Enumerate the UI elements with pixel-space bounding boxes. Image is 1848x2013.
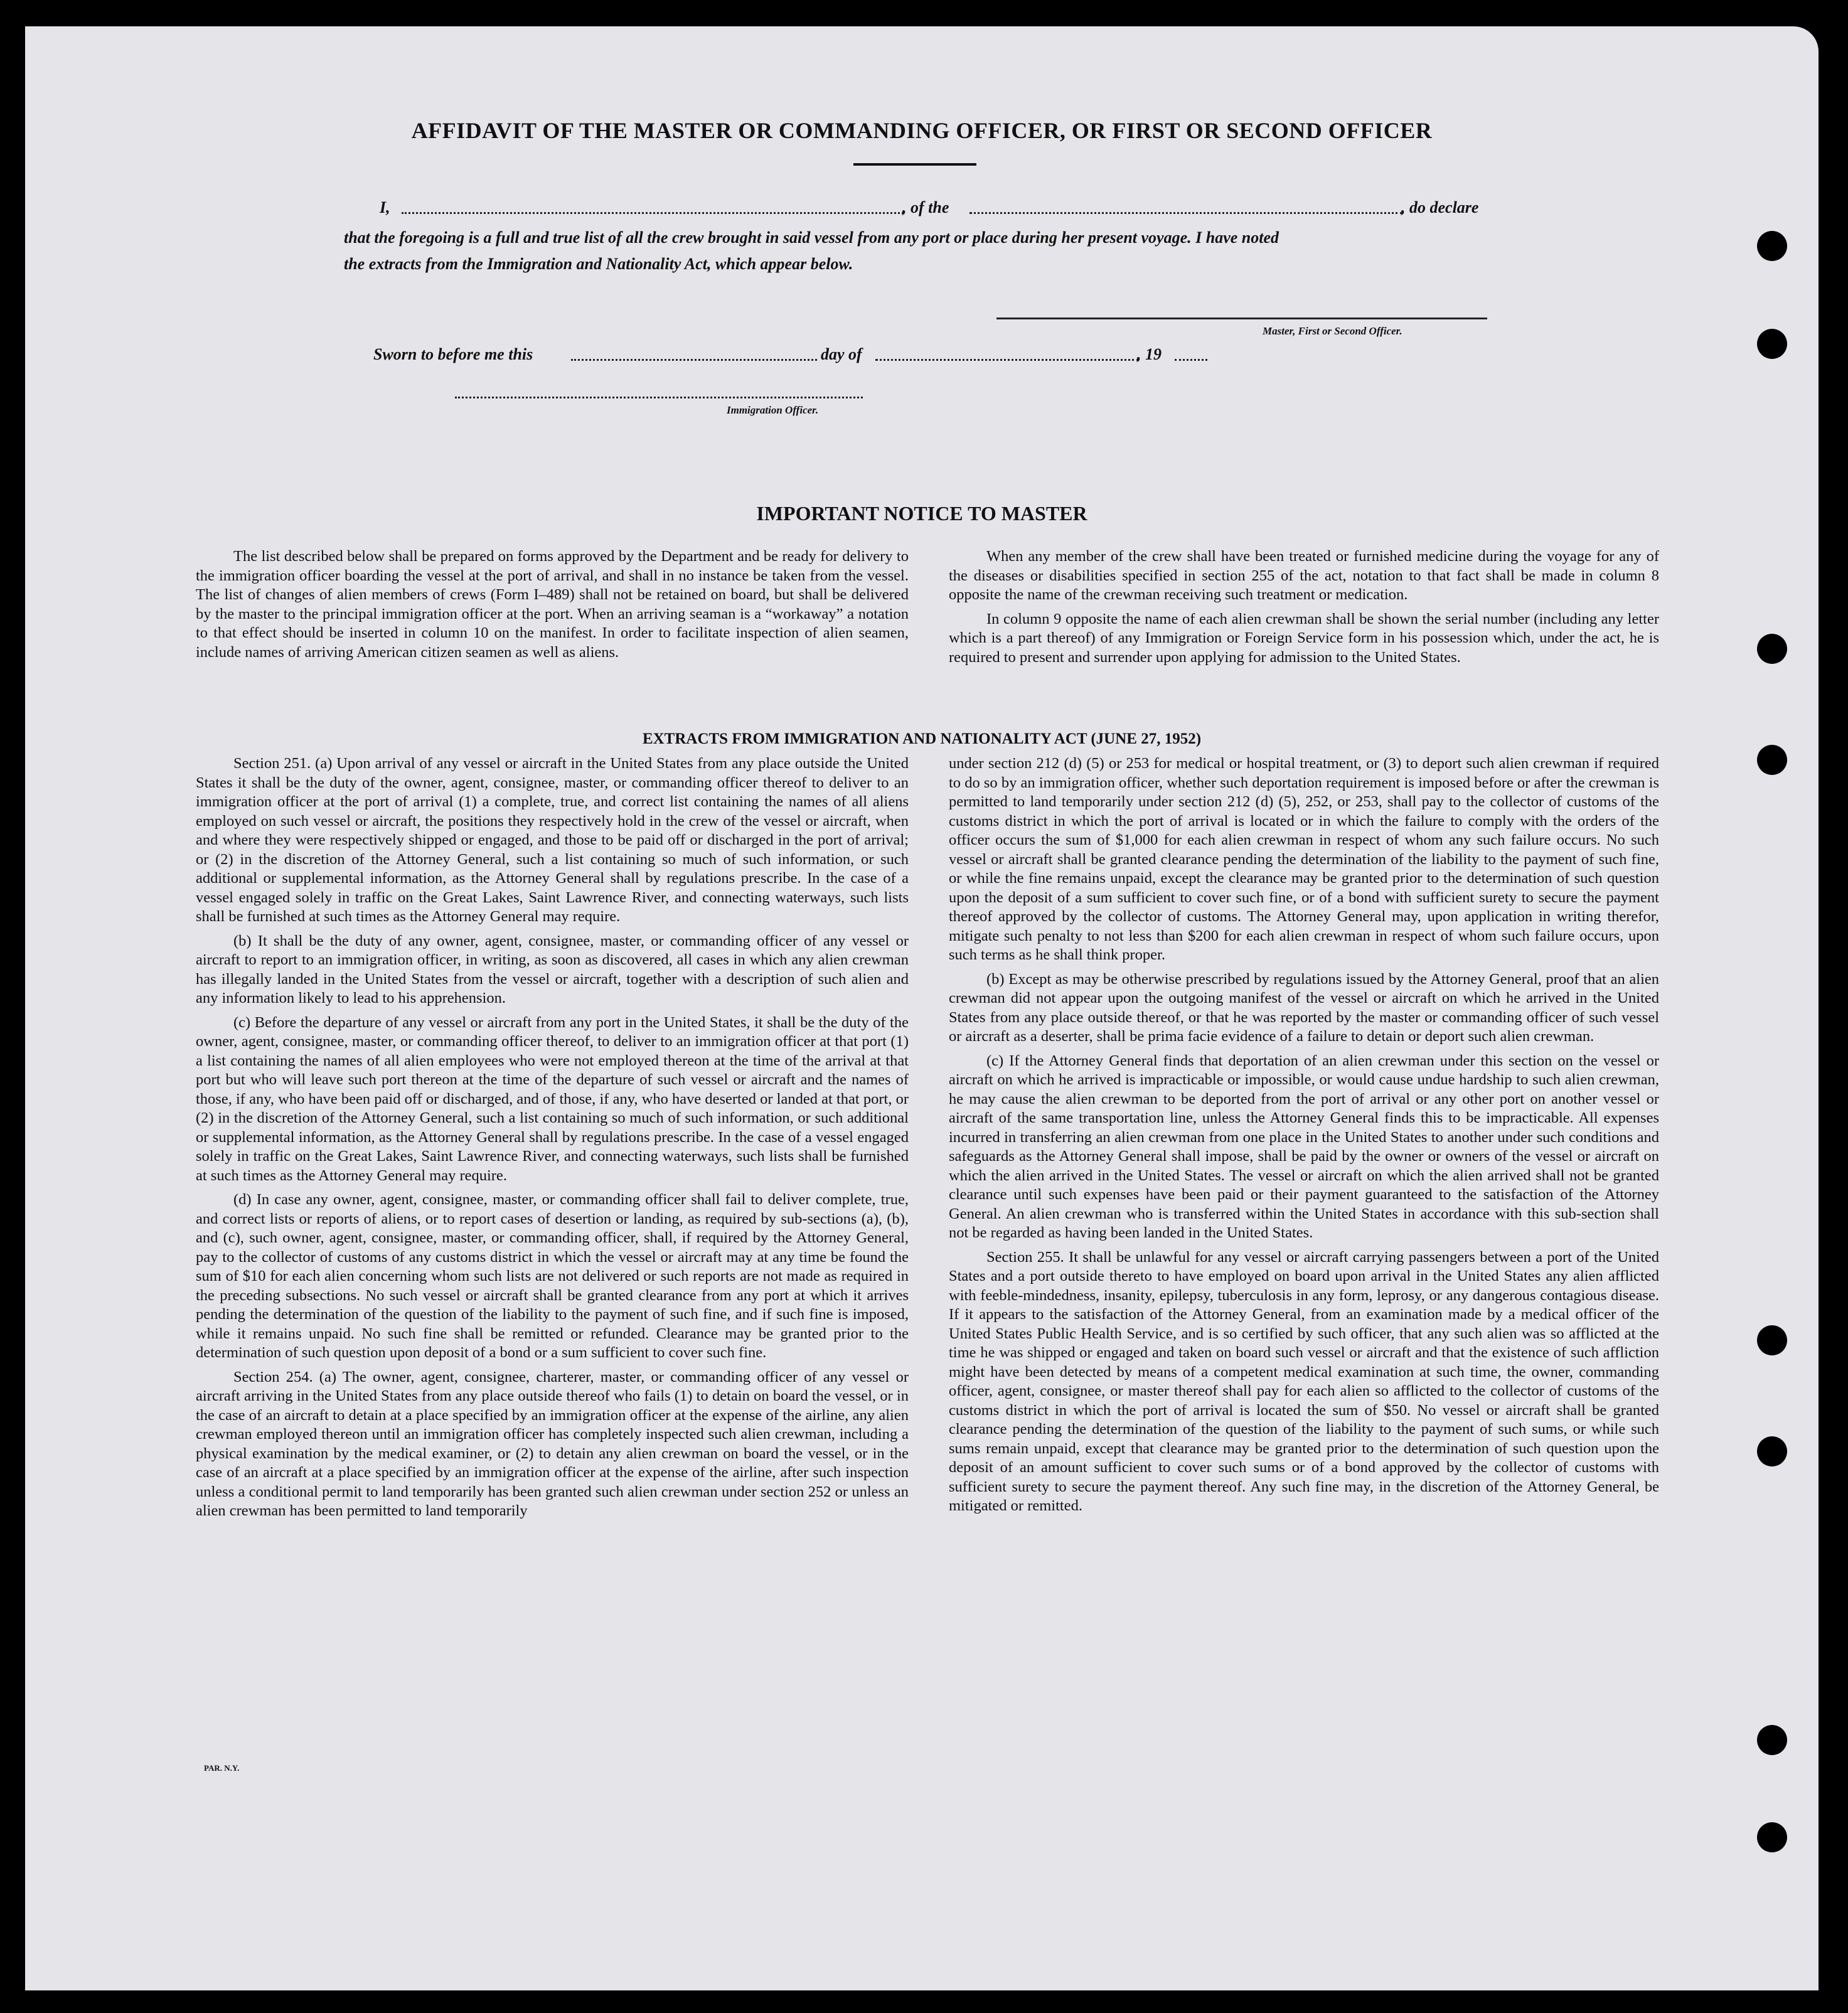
declaration-do-declare: , do declare bbox=[1401, 198, 1479, 216]
year-field[interactable] bbox=[1175, 359, 1207, 361]
name-field[interactable] bbox=[402, 212, 904, 214]
declaration-line-2: that the foregoing is a full and true list of all the crew brought in said vessel from any port or place during her present voyage. I have noted bbox=[344, 228, 1279, 247]
notice-left-column bbox=[196, 547, 909, 667]
section-251-a: Section 251. (a) Upon arrival of any vessel or aircraft in the United States from any place outside the United States it shall be the duty of the owner, agent, consignee, master, or commanding officer thereof to deliver to an immigration officer at the port of arrival (1) a complete, true, and correct list containing the names of all aliens employed on such vessel or aircraft, the positions they respectively hold in the crew of the vessel or aircraft, when and where they were respectively shipped or engaged, and those to be paid off or discharged in the port of arrival; or (2) in the discretion of the Attorney General, such a list containing so much of such information, or such additional or supplemental information, as the Attorney General shall by regulations prescribe. In the case of a vessel engaged solely in traffic on the Great Lakes, Saint Lawrence River, and connecting waterways, such lists shall be furnished at such times as the Attorney General may require. bbox=[196, 755, 909, 925]
day-of-label: day of bbox=[821, 345, 862, 363]
notice-left-paragraph: The list described below shall be prepared on forms approved by the Department and be ready for delivery to the immigration officer boarding the vessel at the port of arrival, and shall in no instance be taken from the vessel. The list of changes of alien members of crews (Form I–489) shall not be retained on board, but shall be delivered by the master to the principal immigration officer at the port. When an arriving seaman is a “workaway” a notation to that effect should be inserted in column 10 on the manifest. In order to facilitate inspection of alien seamen, include names of arriving American citizen seamen as well as aliens. bbox=[196, 548, 909, 661]
notice-heading: IMPORTANT NOTICE TO MASTER bbox=[756, 502, 1087, 525]
section-251-d: (d) In case any owner, agent, consignee, master, or commanding officer shall fail to deliver complete, true, and correct lists or reports of aliens, or to report cases of desertion or landing, as required by sub-sections (a), (b), and (c), such owner, agent, consignee, master, or commanding officer, shall, if required by the Attorney General, pay to the collector of customs of any customs district in which the vessel or aircraft may at any time be found the sum of $10 for each alien concerning whom such lists are not delivered or such reports are not made as required in the preceding subsections. No such vessel or aircraft shall be granted clearance from any port at which it arrives pending the determination of the question of the liability to the payment of such fine, and if such fine is imposed, while it remains unpaid. No such fine shall be remitted or refunded. Clearance may be granted prior to the determination of such question upon deposit of a bond or a sum sufficient to cover such fine. bbox=[196, 1191, 909, 1361]
sworn-label: Sworn to before me this bbox=[373, 345, 533, 363]
section-254-b: (b) Except as may be otherwise prescribed by regulations issued by the Attorney General, proof that an alien crewman did not appear upon the outgoing manifest of the vessel or aircraft on which he arrived in the United States from any place outside thereof, or that he was reported by the master or commanding officer of such vessel or aircraft as a deserter, shall be prima facie evidence of a failure to detain or deport such alien crewman. bbox=[949, 970, 1659, 1045]
master-signature-line[interactable] bbox=[996, 318, 1487, 319]
extracts-right-column bbox=[949, 754, 1659, 1521]
section-254-c: (c) If the Attorney General finds that deportation of an alien crewman under this section on the vessel or aircraft on which he arrived is impracticable or impossible, or would cause undue hardship to such alien crewman, he may cause the alien crewman to be deported from the port of arrival or any other port on another vessel or aircraft of the same transportation line, unless the Attorney General finds this to be impracticable. All expenses incurred in transferring an alien crewman from one place in the United States to another under such conditions and safeguards as the Attorney General shall impose, shall be paid by the owner or owners of the vessel or aircraft on which the alien arrived in the United States. The vessel or aircraft on which the alien arrived shall not be granted clearance until such expenses have been paid or their payment guaranteed to the satisfaction of the Attorney General. An alien crewman who is transferred within the United States in accordance with this sub-section shall not be regarded as having been landed in the United States. bbox=[949, 1052, 1659, 1241]
extracts-heading: EXTRACTS FROM IMMIGRATION AND NATIONALITY ACT (JUNE 27, 1952) bbox=[642, 730, 1202, 747]
master-caption: Master, First or Second Officer. bbox=[1263, 325, 1402, 337]
binder-hole bbox=[1757, 745, 1787, 775]
notice-right-column bbox=[949, 547, 1659, 672]
officer-caption: Immigration Officer. bbox=[727, 404, 819, 416]
binder-hole bbox=[1757, 1325, 1787, 1355]
section-255: Section 255. It shall be unlawful for any vessel or aircraft carrying passengers between a port of the United States and a port outside thereto to have employed on board upon arrival in the United States any alien afflicted with feeble-mindedness, insanity, epilepsy, tuberculosis in any form, leprosy, or any dangerous contagious disease. If it appears to the satisfaction of the Attorney General, from an examination made by a medical officer of the United States Public Health Service, and is so certified by such officer, that any such alien was so afflicted at the time he was shipped or engaged and taken on board such vessel or aircraft and that the existence of such affliction might have been detected by means of a competent medical examination at such time, the owner, commanding officer, agent, consignee, or master thereof shall pay for each alien so afflicted to the collector of customs of the customs district in which the port of arrival is located the sum of $50. No vessel or aircraft shall be granted clearance pending the determination of the question of the liability to the payment of such sums, or while such sums remain unpaid, except that clearance may be granted prior to the determination of such question upon the deposit of an amount sufficient to cover such sums or of a bond approved by the collector of customs with sufficient surety to secure the payment thereof. Any such fine may, in the discretion of the Attorney General, be mitigated or remitted. bbox=[949, 1248, 1659, 1514]
section-251-c: (c) Before the departure of any vessel or aircraft from any port in the United States, it shall be the duty of the owner, agent, consignee, master, or commanding officer thereof, to deliver to an immigration officer at that port (1) a list containing the names of all alien employees who were not employed thereon at the time of the arrival at that port but who will leave such port thereon at the time of the departure of such vessel or aircraft and the names of those, if any, who have been paid off or discharged, and of those, if any, who have deserted or landed at that port, or (2) in the discretion of the Attorney General, such a list containing so much of such information, or such additional or supplemental information, as the Attorney General shall by regulations prescribe. In the case of a vessel engaged solely in traffic on the Great Lakes, Saint Lawrence River, and connecting waterways, such lists shall be furnished at such times as the Attorney General may require. bbox=[196, 1013, 909, 1184]
form-page bbox=[25, 26, 1819, 1990]
vessel-field[interactable] bbox=[969, 212, 1402, 214]
binder-hole bbox=[1757, 1436, 1787, 1466]
section-251-b: (b) It shall be the duty of any owner, agent, consignee, master, or commanding officer of any vessel or aircraft to report to an immigration officer, in writing, as soon as discovered, all cases in which any alien crewman has illegally landed in the United States from the vessel or aircraft, together with a description of such alien and any information likely to lead to his apprehension. bbox=[196, 932, 909, 1006]
title-rule bbox=[853, 163, 976, 166]
section-254-a-cont: under section 212 (d) (5) or 253 for medical or hospital treatment, or (3) to deport such alien crewman if required to do so by an immigration officer, whether such deportation requirement is imposed before or after the crewman is permitted to land temporarily under section 212 (d) (5), 252, or 253, shall pay to the collector of customs of the customs district in which the port of arrival is located or in which the failure to comply with the orders of the officer occurs the sum of $1,000 for each alien crewman in respect of whom any such failure occurs. No such vessel or aircraft shall be granted clearance pending the determination of the liability to the payment of such fine, or while the fine remains unpaid, except the clearance may be granted prior to the determination of such question upon the deposit of a sum sufficient to cover such fine, or of a bond with sufficient surety to secure the payment thereof approved by the collector of customs. The Attorney General may, upon application in writing therefor, mitigate such penalty to not less than $200 for each alien crewman in respect of whom such failure occurs, upon such terms as he shall think proper. bbox=[949, 755, 1659, 963]
month-field[interactable] bbox=[875, 359, 1139, 361]
year-label: , 19 bbox=[1137, 345, 1162, 363]
binder-hole bbox=[1757, 1725, 1787, 1755]
print-mark: PAR. N.Y. bbox=[204, 1763, 240, 1773]
declaration-line-3: the extracts from the Immigration and Nationality Act, which appear below. bbox=[344, 255, 853, 273]
affidavit-title: AFFIDAVIT OF THE MASTER OR COMMANDING OFFICER, OR FIRST OR SECOND OFFICER bbox=[411, 118, 1433, 143]
binder-hole bbox=[1757, 634, 1787, 664]
section-254-a: Section 254. (a) The owner, agent, consignee, charterer, master, or commanding officer of any vessel or aircraft arriving in the United States from any place outside thereof who fails (1) to detain on board the vessel, or in the case of an aircraft to detain at a place specified by an immigration officer at the expense of the airline, any alien crewman employed thereon until an immigration officer has completely inspected such alien crewman, including a physical examination by the medical examiner, or (2) to detain any alien crewman on board the vessel, or in the case of an aircraft at a place specified by an immigration officer at the expense of the airline, after such inspection unless a conditional permit to land temporarily has been granted such alien crewman under section 252 or unless an alien crewman has been permitted to land temporarily bbox=[196, 1368, 909, 1519]
officer-signature-line[interactable] bbox=[455, 397, 863, 398]
binder-hole bbox=[1757, 1822, 1787, 1852]
extracts-left-column bbox=[196, 754, 909, 1526]
declaration-of-the: , of the bbox=[902, 198, 949, 216]
sworn-date-field[interactable] bbox=[571, 359, 817, 361]
declaration-i: I, bbox=[380, 198, 390, 216]
binder-hole bbox=[1757, 329, 1787, 359]
binder-hole bbox=[1757, 231, 1787, 261]
notice-right-paragraph-2: In column 9 opposite the name of each alien crewman shall be shown the serial number (including any letter which is a part thereof) of any Immigration or Foreign Service form in his possession which, under the act, he is required to present and surrender upon applying for admission to the United States. bbox=[949, 610, 1659, 666]
notice-right-paragraph-1: When any member of the crew shall have been treated or furnished medicine during the voyage for any of the diseases or disabilities specified in section 255 of the act, notation to that fact shall be made in column 8 opposite the name of the crewman receiving such treatment or medication. bbox=[949, 548, 1659, 603]
